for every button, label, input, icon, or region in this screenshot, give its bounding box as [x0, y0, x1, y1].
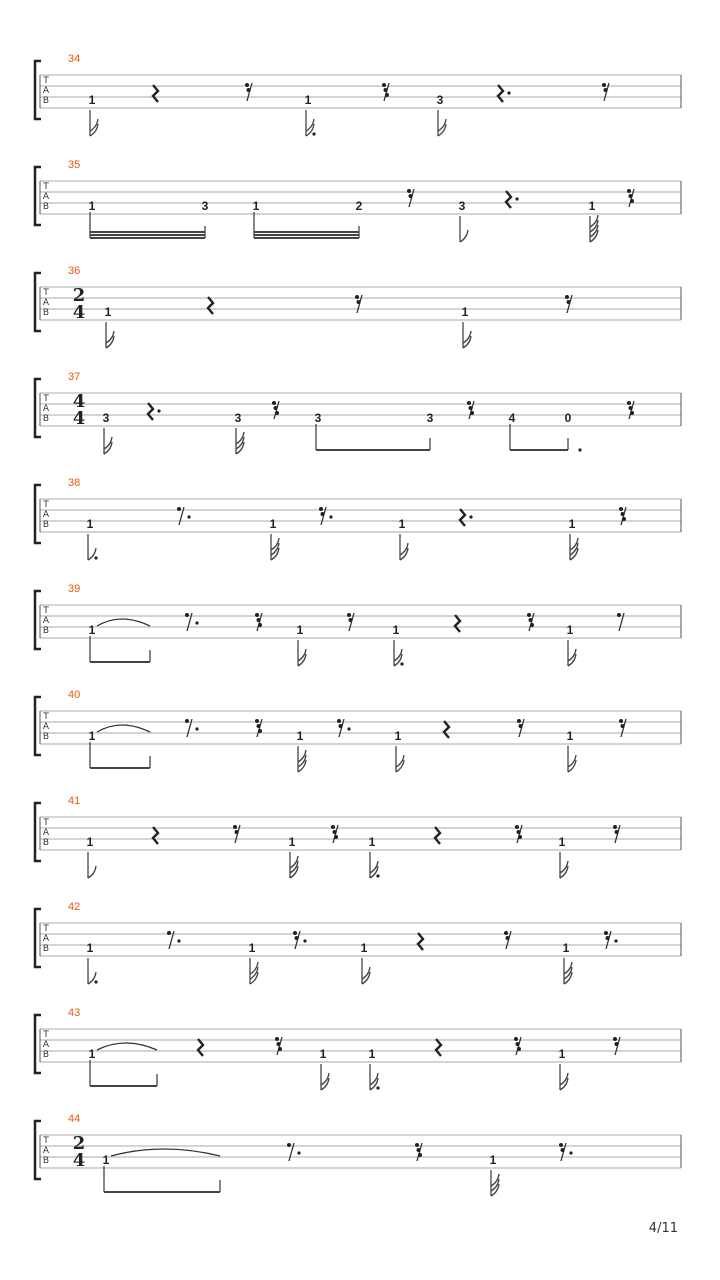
fret-number: 1	[568, 517, 576, 531]
rest-flag	[331, 825, 335, 829]
rest-flag	[621, 512, 625, 516]
fret-number: 1	[319, 1047, 327, 1061]
dot	[94, 980, 97, 983]
rest-flag	[506, 936, 510, 940]
rest-flag	[629, 194, 633, 198]
fret-number: 4	[508, 411, 516, 425]
fret-number: 1	[104, 305, 112, 319]
note-flag	[88, 866, 96, 878]
rest-flag	[504, 931, 508, 935]
fret-number: 1	[86, 941, 94, 955]
rest-flag	[627, 401, 631, 405]
dot	[195, 727, 198, 730]
quarter-rest	[148, 403, 153, 420]
fret-number: 1	[588, 199, 596, 213]
rest-flag	[333, 830, 337, 834]
fret-number: 3	[234, 411, 242, 425]
rest-flag	[339, 724, 343, 728]
fret-number: 3	[426, 411, 434, 425]
tab-clef-letter: T	[43, 818, 49, 828]
rest-flag	[293, 931, 297, 935]
fret-number: 1	[566, 729, 574, 743]
rest-flag	[415, 1143, 419, 1147]
time-signature-top: 2	[72, 285, 86, 306]
tab-clef-letter: T	[43, 500, 49, 510]
dot	[400, 662, 403, 665]
tab-clef-letter: B	[42, 1050, 50, 1060]
tie-arc	[97, 619, 150, 626]
time-signature-bottom: 4	[72, 1150, 86, 1171]
tab-clef-letter: A	[42, 828, 50, 838]
measure-number: 37	[68, 371, 81, 383]
tie-arc	[97, 725, 150, 732]
fret-number: 1	[562, 941, 570, 955]
tab-clef-letter: A	[42, 510, 50, 520]
fret-number: 1	[398, 517, 406, 531]
tab-clef-letter: T	[43, 606, 49, 616]
dot	[376, 1086, 379, 1089]
rest-flag	[517, 830, 521, 834]
rest-flag	[334, 835, 338, 839]
measure-number: 42	[68, 901, 81, 913]
quarter-rest	[208, 297, 213, 314]
tab-clef-letter: B	[42, 732, 50, 742]
tie-arc	[97, 1043, 157, 1050]
fret-number: 1	[392, 623, 400, 637]
fret-number: 1	[248, 941, 256, 955]
dot	[177, 939, 180, 942]
rest-flag	[515, 825, 519, 829]
rest-flag	[517, 719, 521, 723]
tab-clef-letter: A	[42, 192, 50, 202]
fret-number: 1	[489, 1153, 497, 1167]
rest-flag	[617, 613, 621, 617]
rest-flag	[255, 613, 259, 617]
tab-clef-letter: A	[42, 1040, 50, 1050]
tab-clef-letter: A	[42, 722, 50, 732]
tab-clef-letter: B	[42, 944, 50, 954]
rest-flag	[629, 406, 633, 410]
rest-flag	[565, 295, 569, 299]
fret-number: 1	[304, 93, 312, 107]
fret-number: 0	[564, 411, 572, 425]
rest-flag	[615, 1042, 619, 1046]
rest-flag	[349, 618, 353, 622]
tab-clef-letter: A	[42, 934, 50, 944]
fret-number: 1	[394, 729, 402, 743]
fret-number: 1	[86, 835, 94, 849]
dot	[578, 448, 581, 451]
quarter-rest	[460, 509, 465, 526]
rest-flag	[409, 194, 413, 198]
rest-flag	[247, 88, 251, 92]
rest-flag	[245, 83, 249, 87]
fret-number: 1	[88, 729, 96, 743]
quarter-rest	[444, 721, 449, 738]
rest-flag	[518, 835, 522, 839]
rest-flag	[561, 1148, 565, 1152]
rest-flag	[622, 517, 626, 521]
rest-flag	[604, 931, 608, 935]
rest-flag	[514, 1037, 518, 1041]
rest-flag	[604, 88, 608, 92]
rest-flag	[277, 1042, 281, 1046]
fret-number: 1	[296, 729, 304, 743]
measure-number: 43	[68, 1007, 81, 1019]
rest-flag	[527, 613, 531, 617]
quarter-rest	[498, 85, 503, 102]
tab-clef-letter: A	[42, 404, 50, 414]
dot	[347, 727, 350, 730]
fret-number: 1	[461, 305, 469, 319]
rest-flag	[258, 729, 262, 733]
quarter-rest	[198, 1039, 203, 1056]
fret-number: 1	[558, 835, 566, 849]
rest-flag	[559, 1143, 563, 1147]
rest-flag	[407, 189, 411, 193]
tab-clef-letter: T	[43, 394, 49, 404]
quarter-rest	[153, 85, 158, 102]
time-signature-top: 2	[72, 1133, 86, 1154]
rest-flag	[519, 724, 523, 728]
rest-flag	[627, 189, 631, 193]
rest-flag	[275, 1037, 279, 1041]
rest-flag	[167, 931, 171, 935]
rest-flag	[185, 719, 189, 723]
tab-clef-letter: B	[42, 308, 50, 318]
quarter-rest	[506, 191, 511, 208]
rest-flag	[613, 825, 617, 829]
tie-arc	[111, 1149, 220, 1156]
fret-number: 3	[201, 199, 209, 213]
tab-clef-letter: B	[42, 1156, 50, 1166]
rest-flag	[517, 1047, 521, 1051]
tab-clef-letter: B	[42, 414, 50, 424]
quarter-rest	[455, 615, 460, 632]
tab-clef-letter: B	[42, 202, 50, 212]
fret-number: 3	[314, 411, 322, 425]
fret-number: 1	[88, 1047, 96, 1061]
rest-flag	[470, 411, 474, 415]
rest-flag	[567, 300, 571, 304]
rest-flag	[272, 401, 276, 405]
fret-number: 1	[368, 1047, 376, 1061]
rest-flag	[606, 936, 610, 940]
fret-number: 1	[88, 623, 96, 637]
rest-flag	[382, 83, 386, 87]
measure-number: 36	[68, 265, 81, 277]
tab-clef-letter: B	[42, 626, 50, 636]
rest-flag	[384, 88, 388, 92]
rest-flag	[469, 406, 473, 410]
rest-flag	[177, 507, 181, 511]
measure-number: 35	[68, 159, 81, 171]
rest-flag	[621, 724, 625, 728]
tab-clef-letter: T	[43, 924, 49, 934]
rest-flag	[235, 830, 239, 834]
tab-clef-letter: A	[42, 298, 50, 308]
fret-number: 3	[458, 199, 466, 213]
rest-flag	[619, 507, 623, 511]
tab-clef-letter: T	[43, 76, 49, 86]
rest-flag	[319, 507, 323, 511]
fret-number: 1	[558, 1047, 566, 1061]
fret-number: 2	[355, 199, 363, 213]
dot	[376, 874, 379, 877]
fret-number: 1	[86, 517, 94, 531]
rest-flag	[257, 618, 261, 622]
rest-flag	[619, 719, 623, 723]
rest-flag	[274, 406, 278, 410]
time-signature-top: 4	[72, 391, 86, 412]
dot	[614, 939, 617, 942]
measure-number: 40	[68, 689, 81, 701]
fret-number: 1	[252, 199, 260, 213]
time-signature-bottom: 4	[72, 302, 86, 323]
dot	[507, 91, 510, 94]
measure-number: 39	[68, 583, 81, 595]
dot	[469, 515, 472, 518]
tab-clef-letter: A	[42, 1146, 50, 1156]
fret-number: 3	[102, 411, 110, 425]
rest-flag	[417, 1148, 421, 1152]
dot	[297, 1151, 300, 1154]
rest-flag	[516, 1042, 520, 1046]
dot	[329, 515, 332, 518]
fret-number: 3	[436, 93, 444, 107]
dot	[569, 1151, 572, 1154]
rest-flag	[529, 618, 533, 622]
rest-flag	[321, 512, 325, 516]
dot	[195, 621, 198, 624]
quarter-rest	[418, 933, 423, 950]
dot	[312, 132, 315, 135]
tab-clef-letter: A	[42, 616, 50, 626]
rest-flag	[287, 1143, 291, 1147]
rest-flag	[530, 623, 534, 627]
rest-flag	[258, 623, 262, 627]
dot	[187, 515, 190, 518]
rest-flag	[602, 83, 606, 87]
page-number: 4/11	[648, 1221, 678, 1236]
tab-clef-letter: T	[43, 1136, 49, 1146]
tab-clef-letter: B	[42, 838, 50, 848]
fret-number: 1	[566, 623, 574, 637]
tab-clef-letter: B	[42, 96, 50, 106]
rest-flag	[467, 401, 471, 405]
quarter-rest	[153, 827, 158, 844]
dot	[157, 409, 160, 412]
rest-flag	[630, 411, 634, 415]
rest-flag	[295, 936, 299, 940]
rest-flag	[615, 830, 619, 834]
time-signature-bottom: 4	[72, 408, 86, 429]
rest-flag	[357, 300, 361, 304]
fret-number: 1	[360, 941, 368, 955]
measure-number: 38	[68, 477, 81, 489]
rest-flag	[233, 825, 237, 829]
note-flag	[460, 230, 468, 242]
tab-clef-letter: B	[42, 520, 50, 530]
tab-clef-letter: A	[42, 86, 50, 96]
measure-number: 44	[68, 1113, 81, 1125]
rest-flag	[255, 719, 259, 723]
dot	[515, 197, 518, 200]
fret-number: 1	[296, 623, 304, 637]
rest-flag	[347, 613, 351, 617]
rest-flag	[257, 724, 261, 728]
fret-number: 1	[88, 199, 96, 213]
tab-clef-letter: T	[43, 288, 49, 298]
fret-number: 1	[102, 1153, 110, 1167]
tab-clef-letter: T	[43, 182, 49, 192]
measure-number: 34	[68, 53, 81, 65]
fret-number: 1	[88, 93, 96, 107]
rest-flag	[278, 1047, 282, 1051]
quarter-rest	[435, 827, 440, 844]
measure-number: 41	[68, 795, 81, 807]
rest-flag	[337, 719, 341, 723]
rest-flag	[385, 93, 389, 97]
fret-number: 1	[269, 517, 277, 531]
dot	[94, 556, 97, 559]
fret-number: 1	[288, 835, 296, 849]
tab-clef-letter: T	[43, 712, 49, 722]
quarter-rest	[436, 1039, 441, 1056]
tab-clef-letter: T	[43, 1030, 49, 1040]
rest-flag	[630, 199, 634, 203]
rest-flag	[275, 411, 279, 415]
rest-flag	[355, 295, 359, 299]
rest-flag	[418, 1153, 422, 1157]
rest-flag	[613, 1037, 617, 1041]
dot	[303, 939, 306, 942]
rest-flag	[185, 613, 189, 617]
fret-number: 1	[368, 835, 376, 849]
